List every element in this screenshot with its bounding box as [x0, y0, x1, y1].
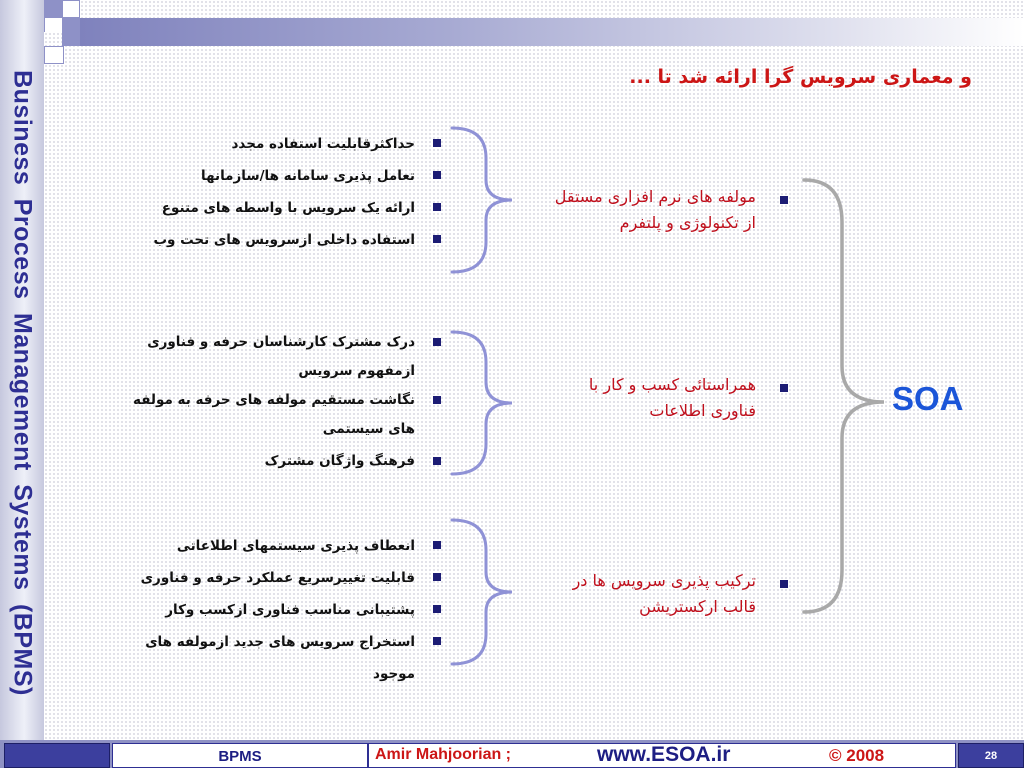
middle-item: [496, 184, 756, 236]
list-item: نگاشت مستقیم مولفه های حرفه به مولفه های سیستمی: [111, 386, 441, 444]
sidebar-band: [0, 0, 44, 740]
decor-square: [44, 18, 63, 32]
list-item: استفاده داخلی ازسرویس های تحت وب: [101, 224, 441, 256]
bullet-icon: [433, 541, 441, 549]
top-gradient-bar: [80, 18, 1024, 46]
middle-bullet: [780, 580, 788, 588]
list-item: قابلیت تغییرسریع عملکرد حرفه و فناوری: [101, 562, 441, 594]
middle-item: [496, 568, 756, 620]
footer-copyright: © 2008: [829, 746, 885, 765]
list-item: درک مشترک کارشناسان حرفه و فناوری ازمفهوم سرویس: [111, 328, 441, 386]
list-item: پشتیبانی مناسب فناوری ازکسب وکار: [101, 594, 441, 626]
list-item: استخراج سرویس های جدید ازمولفه های موجود: [101, 626, 441, 690]
middle-item: [496, 372, 756, 424]
decor-square: [44, 0, 62, 18]
bullet-icon: [433, 396, 441, 404]
footer-author: Amir Mahjoorian ;: [375, 746, 512, 763]
list-item: حداکثرقابلیت استفاده مجدد: [101, 128, 441, 160]
decor-square: [62, 0, 80, 18]
decor-square: [44, 46, 64, 64]
soa-brace: [800, 176, 890, 616]
bullet-group-1: [101, 128, 441, 256]
middle-item-line: از تکنولوژی و پلتفرم: [619, 213, 756, 232]
middle-bullet: [780, 196, 788, 204]
page-number: 28: [958, 743, 1024, 768]
slide-title: و معماری سرویس گرا ارائه شد تا ...: [629, 66, 972, 88]
list-item: فرهنگ واژگان مشترک: [111, 444, 441, 478]
middle-item-line: همراستائی کسب و کار با: [588, 375, 756, 394]
bullet-icon: [433, 338, 441, 346]
list-item: انعطاف پذیری سیستمهای اطلاعاتی: [101, 530, 441, 562]
middle-item-line: ترکیب پذیری سرویس ها در: [572, 571, 756, 590]
bullet-icon: [433, 637, 441, 645]
list-item: تعامل پذیری سامانه ها/سازمانها: [101, 160, 441, 192]
soa-label: SOA: [892, 380, 964, 417]
bullet-icon: [433, 203, 441, 211]
bullet-icon: [433, 235, 441, 243]
bullet-icon: [433, 139, 441, 147]
sidebar-title: Business Process Management Systems (BPMS): [8, 70, 37, 696]
footer-website: www.ESOA.ir: [597, 743, 731, 766]
list-item: ارائه یک سرویس با واسطه های متنوع: [101, 192, 441, 224]
bullet-icon: [433, 605, 441, 613]
footer-info: [368, 743, 956, 768]
decor-square: [62, 18, 80, 46]
footer-cell: [4, 743, 110, 768]
middle-item-line: قالب ارکستریشن: [639, 597, 756, 616]
bullet-icon: [433, 457, 441, 465]
middle-bullet: [780, 384, 788, 392]
bullet-icon: [433, 573, 441, 581]
middle-item-line: مولفه های نرم افزاری مستقل: [554, 187, 756, 206]
bullet-icon: [433, 171, 441, 179]
middle-item-line: فناوری اطلاعات: [649, 401, 756, 420]
footer-course: BPMS: [112, 743, 368, 768]
bullet-group-3: [101, 530, 441, 690]
bullet-group-2: [111, 328, 441, 478]
